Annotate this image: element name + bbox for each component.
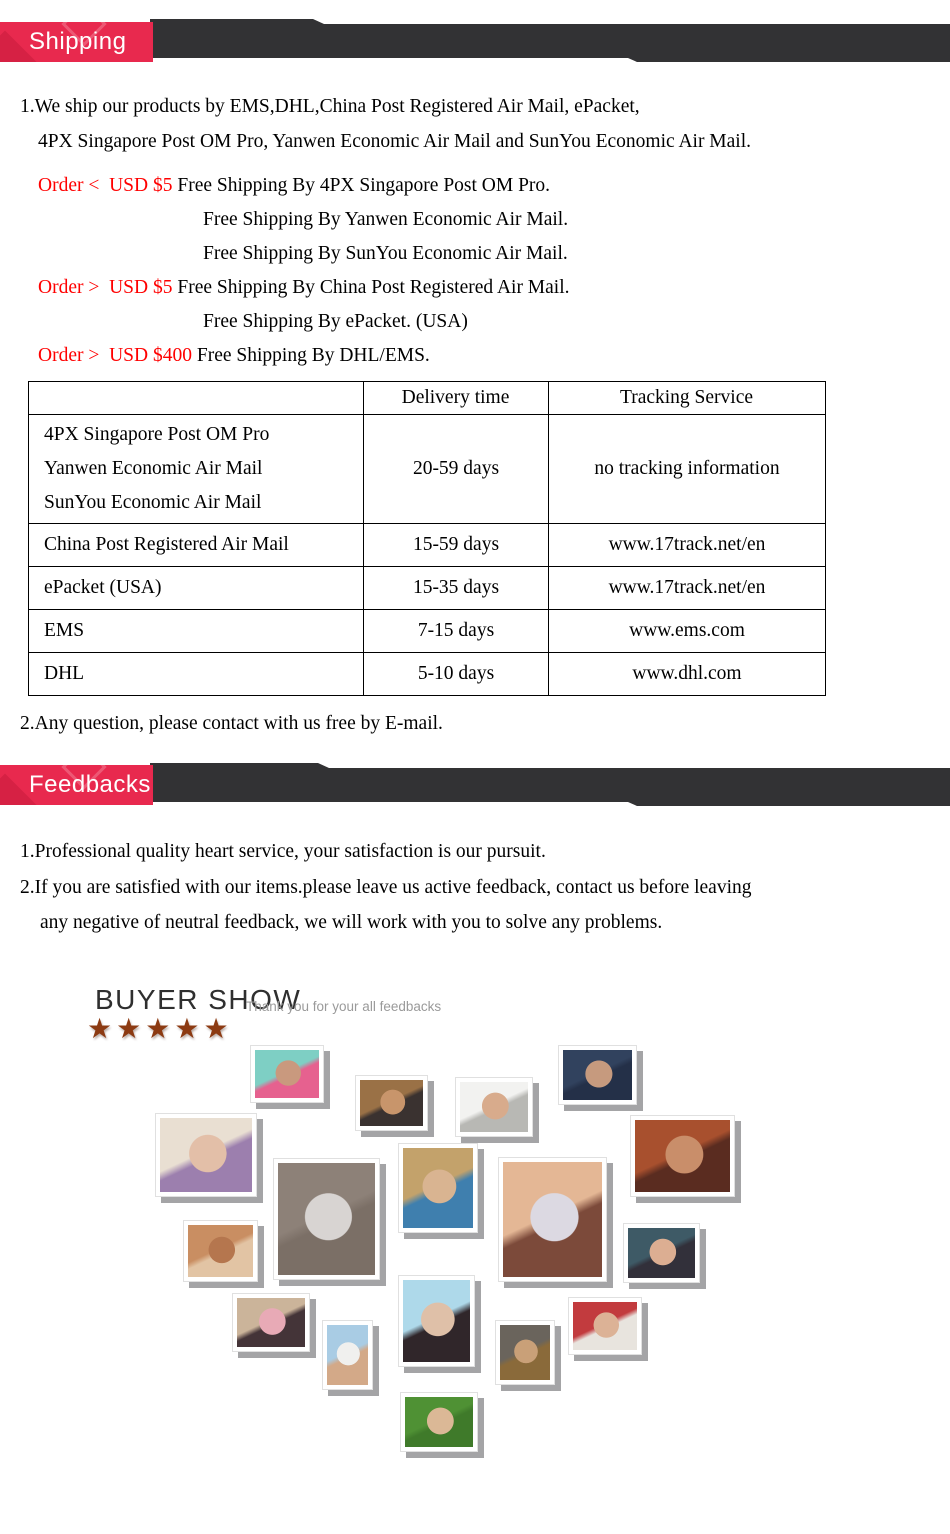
table-row bbox=[29, 610, 826, 653]
photo-image bbox=[255, 1050, 319, 1098]
order-shipping-rules bbox=[38, 172, 570, 376]
order-condition: Order > USD $400 bbox=[38, 345, 197, 366]
delivery-time-cell: 15-35 days bbox=[364, 567, 549, 610]
feedback-line-1: 1.Professional quality heart service, your satisfaction is our pursuit. bbox=[20, 841, 546, 862]
table-header-cell bbox=[29, 382, 364, 415]
buyer-photo-fist-blue-bracelet-grass bbox=[400, 1392, 478, 1452]
table-header-cell: Delivery time bbox=[364, 382, 549, 415]
service-cell: ePacket (USA) bbox=[29, 567, 364, 610]
order-rule-text: Free Shipping By DHL/EMS. bbox=[196, 345, 430, 366]
buyer-photo-hand-bracelet-red-bg bbox=[568, 1297, 642, 1355]
order-rule-line bbox=[38, 206, 570, 240]
shipping-intro-line-1: 1.We ship our products by EMS,DHL,China Post Registered Air Mail, ePacket, bbox=[20, 96, 640, 117]
table-row bbox=[29, 415, 826, 524]
photo-image bbox=[460, 1082, 528, 1132]
table-row bbox=[29, 524, 826, 567]
delivery-time-cell: 20-59 days bbox=[364, 415, 549, 524]
delivery-time-cell: 7-15 days bbox=[364, 610, 549, 653]
buyer-photo-woman-pink-dress bbox=[232, 1293, 310, 1352]
order-condition: Order > USD $5 bbox=[38, 277, 178, 298]
service-cell: 4PX Singapore Post OM Pro Yanwen Economic Air Mail SunYou Economic Air Mail bbox=[29, 415, 364, 524]
table-row bbox=[29, 653, 826, 696]
service-cell: EMS bbox=[29, 610, 364, 653]
star-icon: ★ bbox=[87, 1014, 117, 1045]
feedbacks-banner-bar bbox=[150, 763, 950, 806]
order-condition: Order < USD $5 bbox=[38, 175, 178, 196]
buyer-photo-silver-bracelet-on-table bbox=[273, 1158, 380, 1280]
table-row bbox=[29, 567, 826, 610]
tracking-service-cell: www.ems.com bbox=[549, 610, 826, 653]
buyer-photo-hand-bracelet-navy bbox=[558, 1045, 637, 1105]
shipping-banner-bar bbox=[150, 19, 950, 62]
order-rule-line bbox=[38, 240, 570, 274]
shipping-methods-table bbox=[28, 381, 826, 696]
order-rule-line bbox=[38, 342, 570, 376]
star-icon: ★ bbox=[174, 1014, 204, 1045]
photo-image bbox=[635, 1120, 730, 1192]
tracking-service-cell: no tracking information bbox=[549, 415, 826, 524]
shipping-intro-line-2: 4PX Singapore Post OM Pro, Yanwen Economic Air Mail and SunYou Economic Air Mail. bbox=[38, 131, 752, 152]
buyer-photo-woman-by-sea bbox=[322, 1320, 373, 1390]
buyer-photo-neck-with-necklace bbox=[183, 1220, 258, 1282]
photo-image bbox=[403, 1148, 473, 1228]
buyer-photo-two-hands-purple-bracelets bbox=[155, 1113, 257, 1197]
photo-image bbox=[503, 1162, 602, 1277]
tracking-service-cell: www.17track.net/en bbox=[549, 567, 826, 610]
order-rule-text: Free Shipping By 4PX Singapore Post OM Pro. bbox=[177, 175, 551, 196]
photo-image bbox=[160, 1118, 252, 1192]
order-rule-text: Free Shipping By SunYou Economic Air Mail. bbox=[203, 243, 568, 264]
order-rule-text: Free Shipping By China Post Registered Air Mail. bbox=[177, 277, 570, 298]
five-star-rating bbox=[87, 1012, 233, 1046]
photo-image bbox=[237, 1298, 305, 1347]
photo-image bbox=[405, 1397, 473, 1447]
buyer-photo-blonde-woman-blue-top bbox=[398, 1143, 478, 1233]
tracking-service-cell: www.dhl.com bbox=[549, 653, 826, 696]
photo-image bbox=[500, 1325, 550, 1380]
photo-image bbox=[188, 1225, 253, 1277]
shipping-banner-title: Shipping bbox=[29, 28, 127, 55]
photo-image bbox=[403, 1280, 470, 1362]
shipping-banner-label bbox=[0, 22, 153, 62]
buyer-photo-blue-knit-hand-bracelet bbox=[398, 1275, 475, 1367]
buyer-photo-wrist-flower-bracelet bbox=[623, 1223, 700, 1283]
photo-image bbox=[327, 1325, 368, 1385]
service-cell: DHL bbox=[29, 653, 364, 696]
feedback-line-2: 2.If you are satisfied with our items.please leave us active feedback, contact us before leaving bbox=[20, 877, 752, 898]
star-icon: ★ bbox=[116, 1014, 146, 1045]
shipping-contact-note: 2.Any question, please contact with us free by E-mail. bbox=[20, 713, 443, 734]
buyer-show-subtitle: Thank you for your all feedbacks bbox=[246, 999, 442, 1014]
feedbacks-banner-title: Feedbacks bbox=[29, 771, 151, 798]
tracking-service-cell: www.17track.net/en bbox=[549, 524, 826, 567]
buyer-photo-hand-charm-bracelet-teal bbox=[250, 1045, 324, 1103]
buyer-photo-woman-portrait-outdoor bbox=[630, 1115, 735, 1197]
delivery-time-cell: 15-59 days bbox=[364, 524, 549, 567]
buyer-photo-palm-holding-blue-bracelet bbox=[498, 1157, 607, 1282]
service-cell: China Post Registered Air Mail bbox=[29, 524, 364, 567]
buyer-show-title: BUYER SHOW bbox=[95, 984, 302, 1015]
photo-image bbox=[278, 1163, 375, 1275]
star-icon: ★ bbox=[145, 1014, 175, 1045]
photo-image bbox=[573, 1302, 637, 1350]
table-header-cell: Tracking Service bbox=[549, 382, 826, 415]
order-rule-line bbox=[38, 308, 570, 342]
buyer-photo-woman-hand-on-face-brown bbox=[355, 1075, 428, 1131]
order-rule-text: Free Shipping By ePacket. (USA) bbox=[203, 311, 468, 332]
buyer-photo-wrist-bracelet-white-shirt bbox=[455, 1077, 533, 1137]
delivery-time-cell: 5-10 days bbox=[364, 653, 549, 696]
feedbacks-banner-label bbox=[0, 765, 153, 805]
star-icon: ★ bbox=[203, 1014, 233, 1045]
order-rule-line bbox=[38, 274, 570, 308]
photo-image bbox=[628, 1228, 695, 1278]
order-rule-text: Free Shipping By Yanwen Economic Air Mail. bbox=[203, 209, 569, 230]
photo-image bbox=[360, 1080, 423, 1126]
buyer-photo-hand-dark-bead-bracelet bbox=[495, 1320, 555, 1385]
photo-image bbox=[563, 1050, 632, 1100]
feedback-line-3: any negative of neutral feedback, we will work with you to solve any problems. bbox=[40, 912, 663, 933]
order-rule-line bbox=[38, 172, 570, 206]
